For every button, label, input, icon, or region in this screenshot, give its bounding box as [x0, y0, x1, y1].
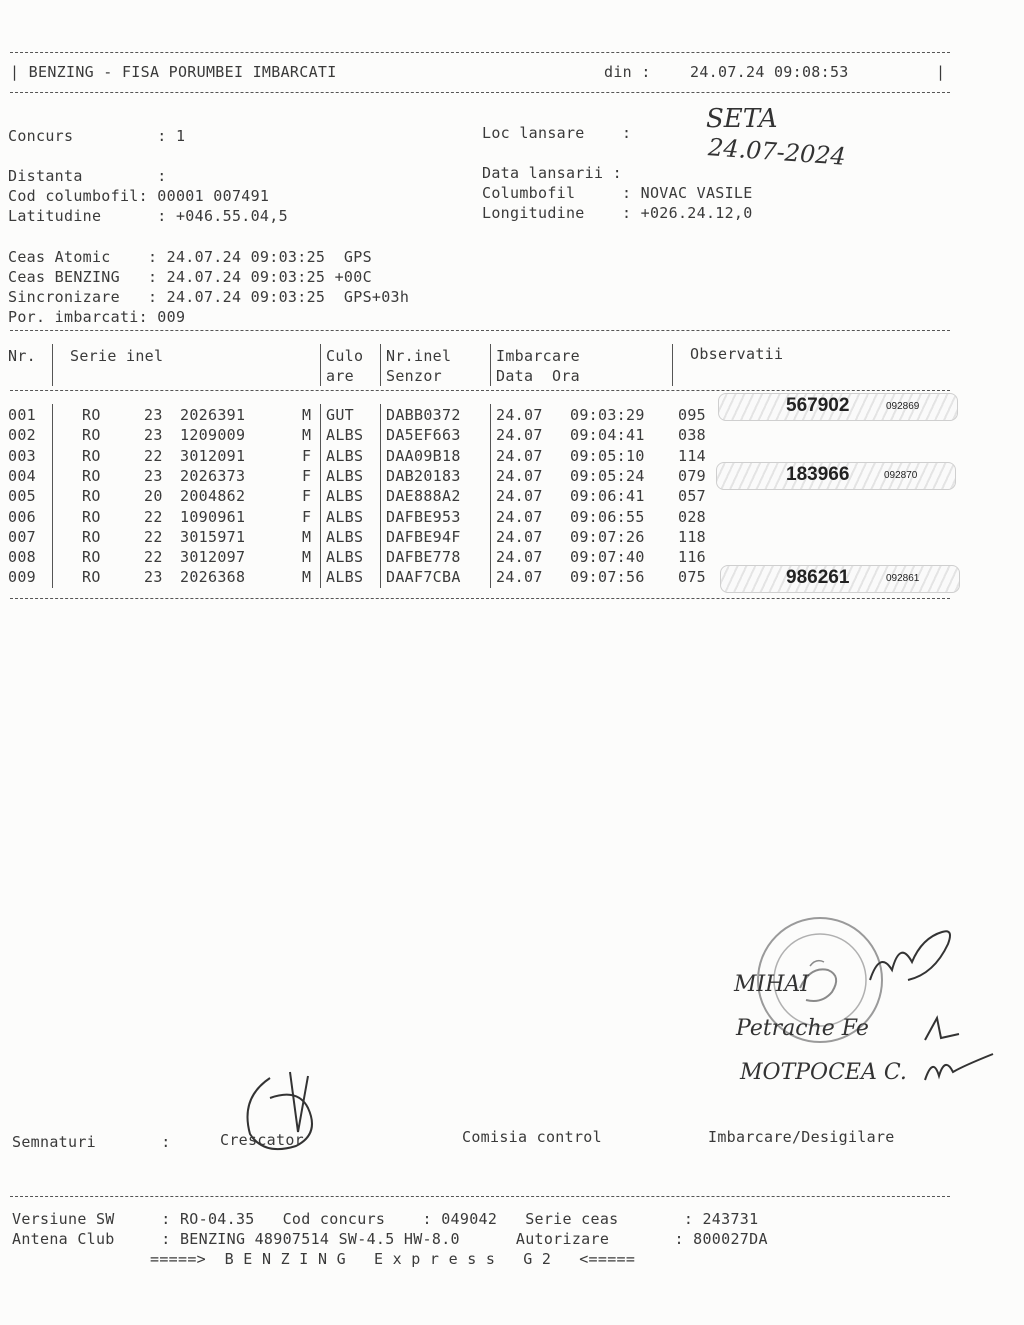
row-culoare: GUT — [326, 406, 354, 424]
col-header-senzor: Senzor — [386, 367, 442, 385]
footer-antena: Antena Club : BENZING 48907514 SW-4.5 HW-8.0 Autorizare : 800027DA — [12, 1230, 768, 1248]
row-senzor: DAE888A2 — [386, 487, 461, 506]
row-culoare: ALBS — [326, 426, 364, 445]
row-data: 24.07 — [496, 446, 543, 465]
row-observatii: 075 — [678, 568, 706, 587]
row-observatii: 114 — [678, 446, 706, 465]
seal-label-1-code: 092869 — [886, 401, 920, 412]
table-bottom-rule — [10, 598, 950, 599]
row-senzor: DAFBE953 — [386, 507, 461, 526]
longitudine-field: Longitudine : +026.24.12,0 — [482, 204, 753, 222]
row-sex: F — [302, 466, 312, 485]
row-tara: RO — [82, 406, 101, 424]
row-ora: 09:06:41 — [570, 487, 645, 506]
row-ora: 09:06:55 — [570, 507, 645, 526]
row-culoare: ALBS — [326, 527, 364, 546]
commission-signature-2 — [920, 1010, 980, 1050]
row-tara: RO — [82, 568, 101, 587]
row-senzor: DAAF7CBA — [386, 568, 461, 587]
row-data: 24.07 — [496, 507, 543, 526]
row-an: 22 — [144, 548, 163, 567]
data-lansarii-field: Data lansarii : — [482, 164, 622, 182]
row-senzor: DABB0372 — [386, 406, 461, 424]
row-serie: 2026373 — [180, 466, 246, 485]
row-sex: F — [302, 507, 312, 526]
row-sex: F — [302, 446, 312, 465]
row-nr: 005 — [8, 487, 36, 506]
body-divider-3 — [380, 404, 381, 588]
col-header-are: are — [326, 367, 354, 385]
header-divider-4 — [490, 344, 491, 386]
col-header-observatii: Observatii — [690, 345, 784, 363]
row-observatii: 038 — [678, 426, 706, 445]
row-sex: M — [302, 406, 312, 424]
seal-label-2-number: 183966 — [786, 464, 850, 485]
comisia-label: Comisia control — [462, 1128, 602, 1146]
row-tara: RO — [82, 446, 101, 465]
row-serie: 1209009 — [180, 426, 246, 445]
row-nr: 003 — [8, 446, 36, 465]
row-an: 22 — [144, 446, 163, 465]
header-divider-3 — [380, 344, 381, 386]
row-observatii: 095 — [678, 406, 706, 424]
ceas-benzing-field: Ceas BENZING : 24.07.24 09:03:25 +00C — [8, 268, 372, 286]
row-ora: 09:04:41 — [570, 426, 645, 445]
row-data: 24.07 — [496, 487, 543, 506]
row-serie: 2004862 — [180, 487, 246, 506]
row-observatii: 079 — [678, 466, 706, 485]
row-nr: 002 — [8, 426, 36, 445]
row-an: 22 — [144, 527, 163, 546]
header-divider-1 — [52, 344, 53, 386]
row-ora: 09:07:56 — [570, 568, 645, 587]
row-serie: 1090961 — [180, 507, 246, 526]
col-header-nr: Nr. — [8, 347, 36, 365]
col-header-nrinel: Nr.inel — [386, 347, 452, 365]
handwritten-name-2: Petrache Fe — [736, 1016, 869, 1041]
row-tara: RO — [82, 466, 101, 485]
row-nr: 007 — [8, 527, 36, 546]
table-header-rule — [10, 390, 950, 391]
seal-label-1-number: 567902 — [786, 395, 850, 416]
handwritten-name-1: MIHAI — [734, 972, 809, 997]
body-divider-4 — [490, 404, 491, 588]
row-culoare: ALBS — [326, 446, 364, 465]
header-din-label: din : — [604, 63, 651, 81]
row-serie: 3012091 — [180, 446, 246, 465]
row-culoare: ALBS — [326, 548, 364, 567]
footer-rule — [10, 1196, 950, 1197]
handwritten-date: 24.07-2024 — [707, 133, 847, 171]
row-tara: RO — [82, 527, 101, 546]
row-culoare: ALBS — [326, 507, 364, 526]
row-culoare: ALBS — [326, 487, 364, 506]
row-an: 22 — [144, 507, 163, 526]
row-data: 24.07 — [496, 406, 543, 424]
row-observatii: 057 — [678, 487, 706, 506]
row-sex: M — [302, 568, 312, 587]
seal-label-2-code: 092870 — [884, 470, 918, 481]
header-divider-2 — [320, 344, 321, 386]
row-nr: 004 — [8, 466, 36, 485]
row-senzor: DAFBE778 — [386, 548, 461, 567]
loc-lansare-field: Loc lansare : — [482, 124, 632, 142]
row-senzor: DAA09B18 — [386, 446, 461, 465]
imbarcare-desigilare-label: Imbarcare/Desigilare — [708, 1128, 895, 1146]
row-senzor: DA5EF663 — [386, 426, 461, 445]
cod-columbofil-field: Cod columbofil: 00001 007491 — [8, 187, 270, 205]
header-divider-5 — [672, 344, 673, 386]
commission-signature — [860, 920, 970, 1000]
col-header-serie: Serie inel — [70, 347, 164, 365]
body-divider-2 — [320, 404, 321, 588]
col-header-culo: Culo — [326, 347, 364, 365]
header-timestamp: 24.07.24 09:08:53 — [690, 63, 849, 81]
seal-label-3-number: 986261 — [786, 567, 850, 588]
row-an: 23 — [144, 406, 163, 424]
row-nr: 009 — [8, 568, 36, 587]
row-data: 24.07 — [496, 527, 543, 546]
row-an: 20 — [144, 487, 163, 506]
row-serie: 2026368 — [180, 568, 246, 587]
header-end-bar: | — [936, 63, 946, 81]
header-bottom-rule — [10, 92, 950, 93]
row-serie: 3012097 — [180, 548, 246, 567]
col-header-dataora: Data Ora — [496, 367, 580, 385]
seal-label-3-code: 092861 — [886, 573, 920, 584]
row-data: 24.07 — [496, 466, 543, 485]
row-sex: M — [302, 426, 312, 445]
row-ora: 09:03:29 — [570, 406, 645, 424]
columbofil-field: Columbofil : NOVAC VASILE — [482, 184, 753, 202]
row-culoare: ALBS — [326, 466, 364, 485]
por-imbarcati-field: Por. imbarcati: 009 — [8, 308, 186, 326]
footer-versiune: Versiune SW : RO-04.35 Cod concurs : 049042 Serie ceas : 243731 — [12, 1210, 759, 1228]
row-data: 24.07 — [496, 426, 543, 445]
row-observatii: 116 — [678, 548, 706, 567]
row-an: 23 — [144, 568, 163, 587]
row-senzor: DAB20183 — [386, 466, 461, 485]
row-ora: 09:05:10 — [570, 446, 645, 465]
row-tara: RO — [82, 507, 101, 526]
row-serie: 2026391 — [180, 406, 246, 424]
row-nr: 001 — [8, 406, 36, 424]
row-nr: 008 — [8, 548, 36, 567]
sincronizare-field: Sincronizare : 24.07.24 09:03:25 GPS+03h — [8, 288, 410, 306]
row-an: 23 — [144, 466, 163, 485]
row-ora: 09:05:24 — [570, 466, 645, 485]
row-tara: RO — [82, 548, 101, 567]
row-sex: F — [302, 487, 312, 506]
row-observatii: 118 — [678, 527, 706, 546]
semnaturi-label: Semnaturi : — [12, 1133, 171, 1151]
commission-signature-3 — [920, 1050, 1000, 1090]
footer-express: =====> B E N Z I N G E x p r e s s G 2 <===== — [150, 1250, 636, 1268]
ceas-atomic-field: Ceas Atomic : 24.07.24 09:03:25 GPS — [8, 248, 372, 266]
row-tara: RO — [82, 487, 101, 506]
row-serie: 3015971 — [180, 527, 246, 546]
row-data: 24.07 — [496, 568, 543, 587]
latitudine-field: Latitudine : +046.55.04,5 — [8, 207, 288, 225]
row-sex: M — [302, 548, 312, 567]
handwritten-loc: SETA — [706, 104, 778, 134]
concurs-field: Concurs : 1 — [8, 127, 186, 145]
table-top-rule — [10, 330, 950, 331]
crescator-label: Crescator — [220, 1131, 304, 1149]
row-ora: 09:07:40 — [570, 548, 645, 567]
row-tara: RO — [82, 426, 101, 445]
row-observatii: 028 — [678, 507, 706, 526]
header-title: | BENZING - FISA PORUMBEI IMBARCATI — [10, 63, 337, 81]
row-senzor: DAFBE94F — [386, 527, 461, 546]
row-culoare: ALBS — [326, 568, 364, 587]
row-ora: 09:07:26 — [570, 527, 645, 546]
header-top-rule — [10, 52, 950, 53]
row-nr: 006 — [8, 507, 36, 526]
distanta-field: Distanta : — [8, 167, 167, 185]
row-an: 23 — [144, 426, 163, 445]
col-header-imbarcare: Imbarcare — [496, 347, 580, 365]
handwritten-name-3: MOTPOCEA C. — [740, 1060, 907, 1085]
row-sex: M — [302, 527, 312, 546]
body-divider-1 — [52, 404, 53, 588]
row-data: 24.07 — [496, 548, 543, 567]
